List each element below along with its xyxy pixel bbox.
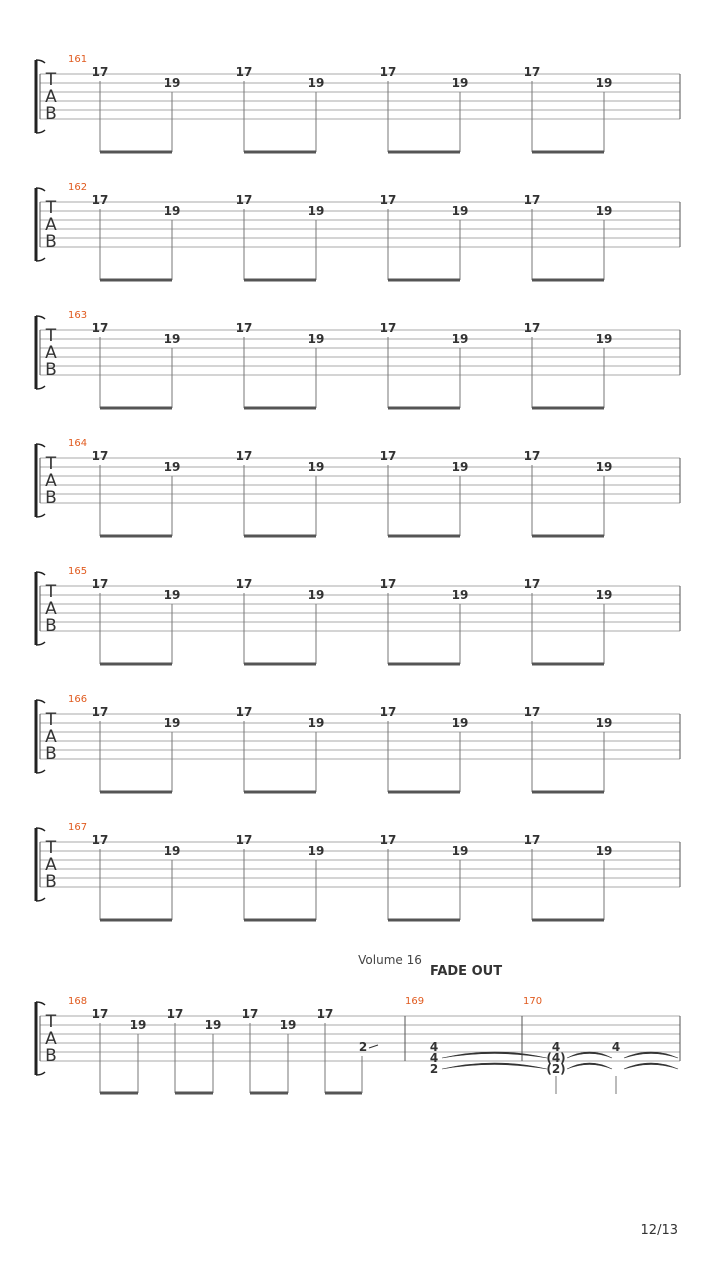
slide-mark bbox=[369, 1045, 378, 1048]
tie bbox=[442, 1052, 547, 1058]
tab-label-b: B bbox=[45, 360, 57, 380]
fret-number: 17 bbox=[523, 65, 541, 79]
fret-number: 19 bbox=[163, 844, 181, 858]
fret-number: 19 bbox=[451, 460, 469, 474]
tab-label-b: B bbox=[45, 104, 57, 124]
tab-label-b: B bbox=[45, 488, 57, 508]
fret-number: 19 bbox=[451, 716, 469, 730]
fret-number: 19 bbox=[307, 716, 325, 730]
measure-number: 165 bbox=[68, 566, 88, 577]
fret-number: 19 bbox=[204, 1018, 222, 1032]
fret-number: 19 bbox=[595, 844, 613, 858]
fret-number: 19 bbox=[163, 460, 181, 474]
tab-system-164 bbox=[36, 438, 680, 536]
fret-number: (4) bbox=[546, 1051, 566, 1065]
fret-number: 17 bbox=[379, 449, 397, 463]
fret-number: 17 bbox=[91, 193, 109, 207]
tie bbox=[624, 1063, 678, 1069]
tab-label-b: B bbox=[45, 1046, 57, 1066]
fret-number: 17 bbox=[379, 65, 397, 79]
fret-number: 17 bbox=[379, 577, 397, 591]
tab-label-t: T bbox=[45, 838, 57, 858]
tab-label-a: A bbox=[45, 727, 57, 747]
fret-number: 17 bbox=[379, 193, 397, 207]
tab-label-a: A bbox=[45, 855, 57, 875]
tab-system-163 bbox=[36, 310, 680, 408]
tie bbox=[624, 1052, 678, 1058]
tab-label-t: T bbox=[45, 198, 57, 218]
fret-number: 19 bbox=[307, 204, 325, 218]
tab-label-t: T bbox=[45, 582, 57, 602]
fret-number: 17 bbox=[91, 833, 109, 847]
fret-number: 19 bbox=[307, 844, 325, 858]
tab-label-a: A bbox=[45, 471, 57, 491]
measure-number: 162 bbox=[68, 182, 88, 193]
fret-number: 17 bbox=[235, 577, 253, 591]
fret-number: 19 bbox=[451, 204, 469, 218]
fret-number: 19 bbox=[595, 332, 613, 346]
fret-number: 17 bbox=[235, 65, 253, 79]
tab-label-a: A bbox=[45, 599, 57, 619]
fret-number: 19 bbox=[451, 332, 469, 346]
fret-number: (2) bbox=[546, 1062, 566, 1076]
tab-label-t: T bbox=[45, 1012, 57, 1032]
measure-number: 168 bbox=[68, 996, 88, 1007]
fret-number: 19 bbox=[307, 76, 325, 90]
fret-number: 17 bbox=[379, 833, 397, 847]
fret-number: 19 bbox=[129, 1018, 147, 1032]
tie bbox=[567, 1063, 612, 1069]
tab-system-167 bbox=[36, 822, 680, 920]
tab-label-a: A bbox=[45, 215, 57, 235]
fret-number: 17 bbox=[523, 577, 541, 591]
fret-number: 19 bbox=[451, 76, 469, 90]
tab-label-t: T bbox=[45, 710, 57, 730]
fret-number: 4 bbox=[429, 1051, 439, 1065]
fret-number: 2 bbox=[429, 1062, 439, 1076]
fret-number: 17 bbox=[316, 1007, 334, 1021]
fret-number: 17 bbox=[523, 833, 541, 847]
fret-number: 4 bbox=[551, 1040, 561, 1054]
tie bbox=[442, 1063, 547, 1069]
fret-number: 2 bbox=[358, 1040, 368, 1054]
tab-system-162 bbox=[36, 182, 680, 280]
tie bbox=[567, 1052, 612, 1058]
tab-system-166 bbox=[36, 694, 680, 792]
fret-number: 19 bbox=[307, 460, 325, 474]
measure-number: 170 bbox=[523, 996, 543, 1007]
fret-number: 4 bbox=[429, 1040, 439, 1054]
fret-number: 19 bbox=[163, 588, 181, 602]
fret-number: 17 bbox=[91, 1007, 109, 1021]
fret-number: 17 bbox=[523, 193, 541, 207]
fret-number: 17 bbox=[523, 705, 541, 719]
fret-number: 19 bbox=[163, 76, 181, 90]
tab-system-161 bbox=[36, 54, 680, 152]
fret-number: 17 bbox=[235, 705, 253, 719]
fret-number: 19 bbox=[307, 588, 325, 602]
measure-number: 164 bbox=[68, 438, 88, 449]
fret-number: 17 bbox=[91, 449, 109, 463]
measure-number: 161 bbox=[68, 54, 88, 65]
tab-label-a: A bbox=[45, 1029, 57, 1049]
measure-number: 169 bbox=[405, 996, 425, 1007]
tab-label-b: B bbox=[45, 872, 57, 892]
fret-number: 17 bbox=[91, 705, 109, 719]
tab-label-b: B bbox=[45, 744, 57, 764]
measure-number: 163 bbox=[68, 310, 88, 321]
tab-system-final bbox=[36, 953, 680, 1094]
measure-number: 166 bbox=[68, 694, 88, 705]
fret-number: 17 bbox=[91, 321, 109, 335]
tab-system-165 bbox=[36, 566, 680, 664]
fret-number: 17 bbox=[235, 449, 253, 463]
volume-marking: Volume 16 bbox=[358, 953, 422, 967]
fret-number: 17 bbox=[166, 1007, 184, 1021]
fret-number: 19 bbox=[163, 204, 181, 218]
page-number: 12/13 bbox=[640, 1223, 678, 1238]
fret-number: 19 bbox=[163, 716, 181, 730]
fret-number: 19 bbox=[451, 588, 469, 602]
fret-number: 17 bbox=[91, 577, 109, 591]
fret-number: 19 bbox=[451, 844, 469, 858]
tab-label-t: T bbox=[45, 326, 57, 346]
fret-number: 19 bbox=[595, 460, 613, 474]
fret-number: 19 bbox=[595, 588, 613, 602]
fret-number: 4 bbox=[611, 1040, 621, 1054]
fret-number: 17 bbox=[379, 321, 397, 335]
tab-label-b: B bbox=[45, 232, 57, 252]
tab-label-a: A bbox=[45, 87, 57, 107]
tab-label-a: A bbox=[45, 343, 57, 363]
fret-number: 17 bbox=[235, 321, 253, 335]
fret-number: 19 bbox=[163, 332, 181, 346]
fret-number: 19 bbox=[307, 332, 325, 346]
fret-number: 19 bbox=[595, 204, 613, 218]
measure-number: 167 bbox=[68, 822, 88, 833]
fret-number: 19 bbox=[595, 716, 613, 730]
fret-number: 17 bbox=[91, 65, 109, 79]
fret-number: 17 bbox=[523, 449, 541, 463]
fret-number: 17 bbox=[235, 193, 253, 207]
fade-out-label: FADE OUT bbox=[429, 964, 503, 979]
fret-number: 19 bbox=[279, 1018, 297, 1032]
tab-label-t: T bbox=[45, 70, 57, 90]
fret-number: 17 bbox=[523, 321, 541, 335]
fret-number: 17 bbox=[235, 833, 253, 847]
fret-number: 17 bbox=[379, 705, 397, 719]
tab-label-b: B bbox=[45, 616, 57, 636]
fret-number: 17 bbox=[241, 1007, 259, 1021]
tab-label-t: T bbox=[45, 454, 57, 474]
fret-number: 19 bbox=[595, 76, 613, 90]
